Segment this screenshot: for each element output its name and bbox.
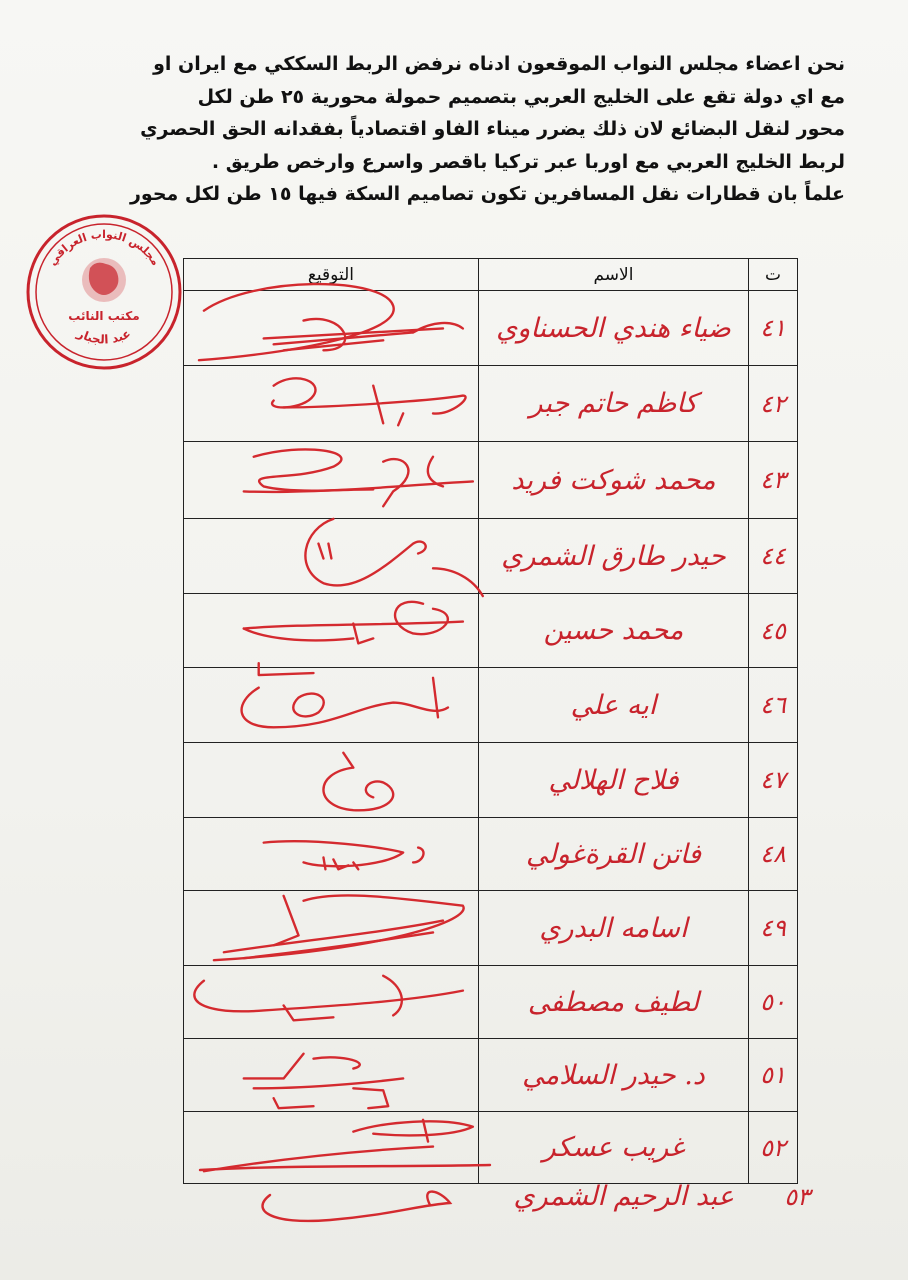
row-number: ٤٨ — [749, 818, 798, 891]
header-name: الاسم — [478, 259, 748, 291]
signature-cell — [184, 966, 479, 1039]
signature-table — [183, 258, 798, 1184]
row-number: ٤٣ — [749, 442, 798, 519]
row-number: ٤٩ — [749, 891, 798, 966]
header-signature: التوقيع — [184, 259, 479, 291]
stamp-top-text: مجلس النواب العراقي — [45, 227, 163, 268]
table-row — [184, 966, 798, 1039]
member-name: فاتن القرةغولي — [478, 818, 748, 891]
signature-cell — [184, 668, 479, 743]
row-number: ٥٣ — [784, 1183, 810, 1211]
paragraph-line: نحن اعضاء مجلس النواب الموقعون ادناه نرفض الربط السككي مع ايران او — [153, 53, 845, 75]
member-name: د. حيدر السلامي — [478, 1039, 748, 1112]
signature-cell — [184, 291, 479, 366]
member-name: ايه علي — [478, 668, 748, 743]
member-name: ضياء هندي الحسناوي — [478, 291, 748, 366]
row-number: ٤٥ — [749, 594, 798, 668]
office-stamp — [24, 212, 184, 372]
member-name: عبد الرحيم الشمري — [513, 1181, 734, 1212]
row-number: ٤٦ — [749, 668, 798, 743]
stamp-office-text: مكتب النائب — [68, 309, 140, 323]
table-row — [184, 891, 798, 966]
row-number: ٤٧ — [749, 743, 798, 818]
member-name: اسامه البدري — [478, 891, 748, 966]
member-name: لطيف مصطفى — [478, 966, 748, 1039]
member-name: حيدر طارق الشمري — [478, 519, 748, 594]
signature-cell — [184, 891, 479, 966]
signature-cell — [184, 743, 479, 818]
member-name: غريب عسكر — [478, 1112, 748, 1184]
signature-cell — [184, 818, 479, 891]
svg-text:عبد الجبار — [74, 326, 133, 347]
signature-cell — [184, 366, 479, 442]
member-name: فلاح الهلالي — [478, 743, 748, 818]
paragraph-line: علماً بان قطارات نقل المسافرين تكون تصاميم السكة فيها ١٥ طن لكل محور — [129, 183, 845, 205]
row-number: ٥١ — [749, 1039, 798, 1112]
table-row — [184, 366, 798, 442]
extra-entry — [183, 1175, 810, 1235]
table-row — [184, 291, 798, 366]
table-row — [184, 818, 798, 891]
row-number: ٥٠ — [749, 966, 798, 1039]
paragraph-line: مع اي دولة تقع على الخليج العربي بتصميم حمولة محورية ٢٥ طن لكل — [197, 85, 845, 108]
header-number: ت — [749, 259, 798, 291]
member-name: محمد شوكت فريد — [478, 442, 748, 519]
row-number: ٤١ — [749, 291, 798, 366]
table-row — [184, 668, 798, 743]
member-name: كاظم حاتم جبر — [478, 366, 748, 442]
stamp-name-text: عبد الجبار — [74, 326, 133, 347]
member-name: محمد حسين — [478, 594, 748, 668]
table-row — [184, 743, 798, 818]
signature-cell — [184, 594, 479, 668]
row-number: ٤٢ — [749, 366, 798, 442]
signature-cell — [184, 519, 479, 594]
table-row — [184, 442, 798, 519]
row-number: ٤٤ — [749, 519, 798, 594]
signature-cell — [184, 442, 479, 519]
paragraph-line: محور لنقل البضائع لان ذلك يضرر ميناء الفاو اقتصادياً بفقدانه الحق الحصري — [140, 118, 845, 140]
table-row — [184, 594, 798, 668]
row-number: ٥٢ — [749, 1112, 798, 1184]
petition-paragraph — [100, 48, 845, 211]
table-row — [184, 519, 798, 594]
paragraph-line: لربط الخليج العربي مع اوربا عبر تركيا باقصر واسرع وارخص طريق . — [211, 150, 845, 173]
